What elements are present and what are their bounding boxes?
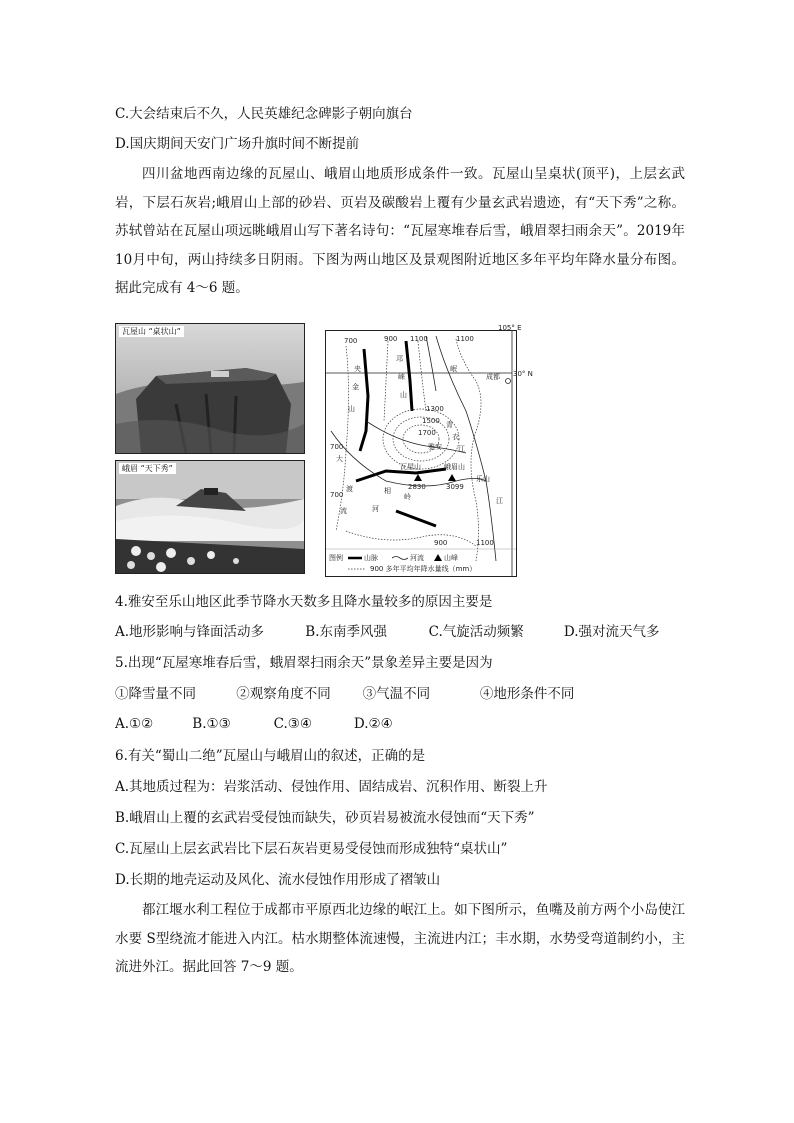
isoline-1100-a	[418, 341, 426, 411]
option-c-prev: C.大会结束后不久，人民英雄纪念碑影子朝向旗台	[115, 106, 413, 122]
map-label: 岷	[450, 365, 457, 373]
q5-statement-2: ②观察角度不同	[236, 686, 331, 702]
place-yaan: 雅安	[428, 443, 442, 451]
legend-river-symbol	[392, 557, 408, 560]
precipitation-map	[325, 324, 533, 577]
map-label: 河	[372, 505, 379, 513]
isoline-label: 700	[330, 491, 344, 499]
isoline-1300	[383, 409, 459, 469]
place-emeishan: 峨眉山	[444, 463, 465, 471]
q5-option-c: C.③④	[273, 716, 312, 732]
q5-option-a: A.①②	[115, 716, 154, 732]
sea-of-clouds-image	[116, 461, 304, 573]
q5-statement-1: ①降雪量不同	[115, 686, 196, 702]
map-label: 相	[384, 487, 391, 495]
map-label: 邛	[396, 355, 403, 363]
isoline-label: 1700	[418, 429, 436, 437]
q5-statement-4: ④地形条件不同	[479, 686, 575, 702]
intro-paragraph-1: 四川盆地西南边缘的瓦屋山、峨眉山地质形成条件一致。瓦屋山呈桌状(顶平)，上层玄武岩，下层石灰岩;峨眉山上部的砂岩、页岩及碳酸岩上覆有少量玄武岩遗迹，有“天下秀”之称。苏轼曾站在瓦屋山项远眺峨眉山写下著名诗句：“瓦屋寒堆春后雪，峨眉翠扫雨余天”。2019年 10月中旬，两山持续多日阴雨。下图为两山地区及景观图附近地区多年平均年降水量分布图。据此完成有 4～6 题。	[115, 166, 685, 297]
q4-stem: 4.雅安至乐山地区此季节降水天数多且降水量较多的原因主要是	[115, 594, 493, 610]
peak-icon	[448, 474, 456, 481]
peak-elevation: 2830	[408, 483, 426, 491]
legend-river: 河流	[410, 554, 424, 562]
legend-peak-symbol	[434, 554, 442, 561]
peak-elevation: 3099	[446, 483, 464, 491]
map-label: 流	[340, 507, 347, 515]
map-label: 衣	[452, 433, 459, 441]
map-label: 渡	[346, 485, 353, 493]
isoline-label: 900	[434, 539, 448, 547]
place-wawushan: 瓦屋山	[400, 463, 421, 471]
photo-emeishan	[115, 460, 305, 574]
legend-mountain: 山脉	[364, 554, 378, 562]
q5-statement-3: ③气温不同	[362, 686, 431, 702]
map-label: 江	[458, 445, 465, 453]
map-label: 江	[496, 497, 503, 505]
isoline-label: 700	[330, 443, 344, 451]
map-label: 青	[446, 421, 453, 429]
photo-caption-top: 瓦屋山 “桌状山”	[119, 326, 184, 337]
intro-paragraph-2: 都江堰水利工程位于成都市平原西北边缘的岷江上。如下图所示，鱼嘴及前方两个小岛使江水要 S型绕流才能进入内江。枯水期整体流速慢，主流进内江；丰水期，水势受弯道制约小，主流进外江。据此回答 7～9 题。	[115, 902, 685, 976]
isoline-label: 1300	[426, 405, 444, 413]
q6-option-c: C.瓦屋山上层玄武岩比下层石灰岩更易受侵蚀而形成独特“桌状山”	[115, 841, 508, 857]
lon-label: 105° E	[498, 324, 522, 332]
legend-isoline: 900 多年平均年降水量线（mm）	[370, 565, 477, 573]
isoline-900	[384, 341, 388, 421]
isoline-900-south	[346, 531, 476, 546]
map-label: 崃	[398, 373, 405, 381]
q4-option-d: D.强对流天气多	[563, 624, 660, 640]
photo-caption-bottom: 峨眉 “天下秀”	[119, 463, 176, 474]
isoline-label: 1100	[410, 335, 428, 343]
option-d-prev: D.国庆期间天安门广场升旗时间不断提前	[115, 136, 360, 152]
isoline-label: 1100	[476, 539, 494, 547]
map-label: 岭	[404, 493, 411, 501]
chengdu-marker	[506, 379, 511, 384]
place-leshan: 乐山	[476, 475, 490, 483]
mountain-range-liangshan	[396, 511, 436, 526]
map-label: 山	[400, 391, 407, 399]
q6-option-d: D.长期的地壳运动及风化、流水侵蚀作用形成了褶皱山	[115, 872, 441, 888]
isoline-label: 1500	[422, 417, 440, 425]
q5-stem: 5.出现“瓦屋寒堆春后雪，蛾眉翠扫雨余天”景象差异主要是因为	[115, 655, 493, 671]
q5-options	[115, 714, 393, 734]
place-chengdu: 成都	[486, 373, 500, 381]
map-label: 大	[336, 455, 343, 463]
q5-option-b: B.①③	[192, 716, 231, 732]
lat-label: 30° N	[513, 370, 533, 378]
isoline-label: 900	[384, 335, 398, 343]
q5-statements	[115, 684, 574, 704]
legend-title: 图例	[329, 554, 343, 562]
legend-peak: 山峰	[444, 554, 458, 562]
isoline-label: 1100	[456, 335, 474, 343]
isoline-label: 700	[344, 337, 358, 345]
peak-icon	[414, 474, 422, 481]
q6-stem: 6.有关“蜀山二绝”瓦屋山与峨眉山的叙述，正确的是	[115, 748, 426, 764]
q4-option-a: A.地形影响与锋面活动多	[115, 624, 265, 640]
map-label: 山	[348, 405, 355, 413]
q5-option-d: D.②④	[353, 716, 393, 732]
q6-option-a: A.其地质过程为：岩浆活动、侵蚀作用、固结成岩、沉积作用、断裂上升	[115, 779, 548, 795]
mesa-mountain-image	[116, 324, 304, 453]
q6-option-b: B.峨眉山上覆的玄武岩受侵蚀而缺失，砂页岩易被流水侵蚀而“天下秀”	[115, 810, 535, 826]
isoline-700-west	[336, 346, 349, 531]
mountain-range-jiajin	[360, 349, 368, 451]
river-upper	[426, 336, 436, 391]
q4-option-c: C.气旋活动频繁	[428, 624, 524, 640]
q4-options	[115, 622, 660, 642]
q4-option-b: B.东南季风强	[305, 624, 388, 640]
photo-wawushan	[115, 323, 305, 454]
mountain-range-qionglai	[406, 341, 412, 411]
map-label: 夹	[354, 365, 361, 373]
map-label: 金	[352, 383, 359, 391]
